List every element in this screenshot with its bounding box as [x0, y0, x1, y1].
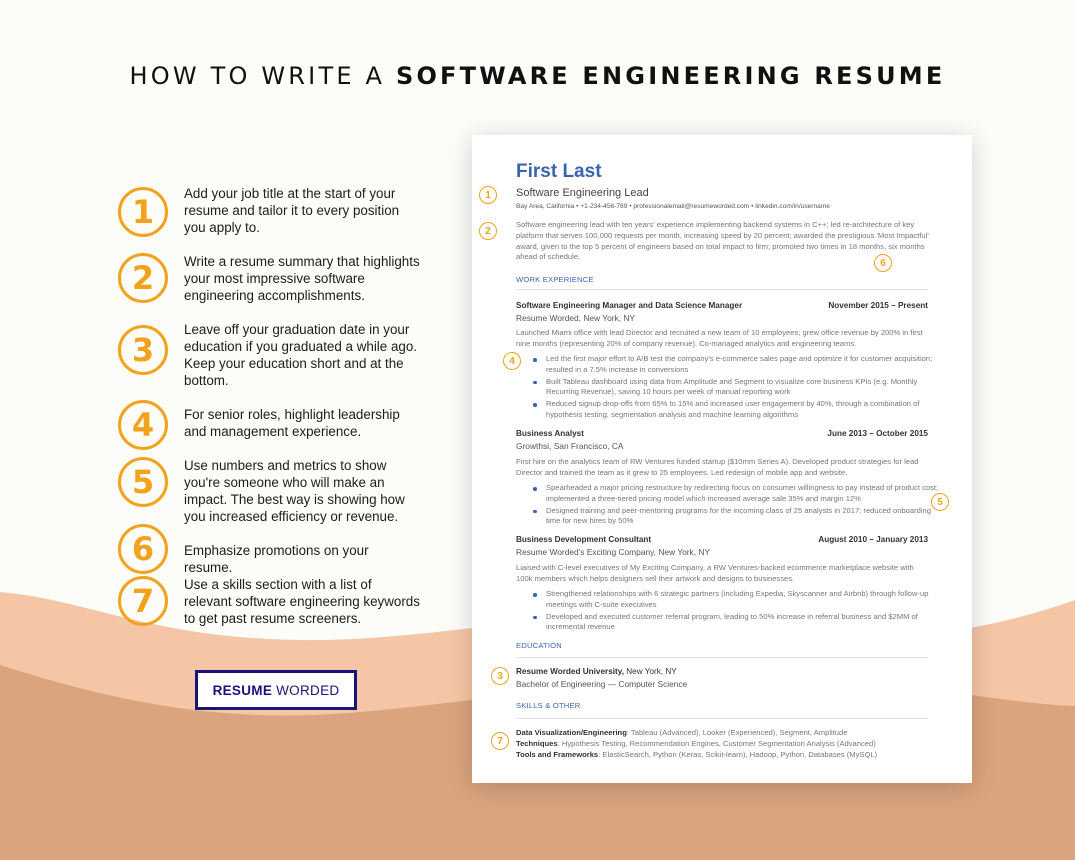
- marker-6: 6: [874, 254, 892, 272]
- tip-text: For senior roles, highlight leadership and management experience.: [184, 407, 400, 439]
- job-description: First hire on the analytics team of RW Ventures funded startup ($10mm Series A). Developed product strategies for lead Director and trained the team as it grew to 25 employees. Led redesign of mobile app and website.: [516, 457, 919, 477]
- job-title: Business Analyst: [516, 429, 584, 438]
- resume-summary: Software engineering lead with ten years' experience implementing backend systems in C++; led re-architecture of key platform that serves 100,000 requests per month, increasing speed by 20 percent; awarded the prestigious 'Most Impactful' award, given to the top 5 percent of engineers based on total impact to firm; promoted two times in 18 months, six months ahead of schedule.: [516, 220, 929, 262]
- section-divider: [516, 657, 928, 658]
- section-divider: [516, 718, 928, 719]
- tip-number-badge: 7: [118, 576, 168, 626]
- skill-value: : Tableau (Advanced), Looker (Experienced), Segment, Amplitude: [626, 728, 848, 737]
- job-bullet: Built Tableau dashboard using data from Amplitude and Segment to visualize core business KPIs (e.g. Monthly Recurring Revenue), saving 10 hours per week of manual reporting work: [546, 377, 944, 399]
- job-dates: August 2010 – January 2013: [818, 535, 928, 544]
- marker-5: 5: [931, 493, 949, 511]
- tip-number-badge: 6: [118, 524, 168, 574]
- education-school: [516, 667, 677, 676]
- tip-text: Add your job title at the start of your resume and tailor it to every position you apply to.: [184, 186, 400, 235]
- tip-number-badge: 2: [118, 253, 168, 303]
- resume-contact: Bay Area, California • +1-234-456-789 • professionalemail@resumeworded.com • linkedin.com/in/username: [516, 203, 830, 210]
- job-bullet: Spearheaded a major pricing restructure by redirecting focus on consumer willingness to pay instead of product cost; implemented a three-tiered pricing model which increased average sale 35% and margin 12%: [546, 483, 944, 505]
- marker-4: 4: [503, 352, 521, 370]
- resume-role: Software Engineering Lead: [516, 187, 649, 199]
- job-title: Software Engineering Manager and Data Science Manager: [516, 301, 743, 310]
- job-description: Liaised with C-level executives of My Exciting Company, a RW Ventures-backed ecommerce marketplace website with 100k members which helps designers sell their artwork and designs to businesses.: [516, 563, 914, 583]
- tip-text: Use a skills section with a list of relevant software engineering keywords to get past resume screeners.: [184, 577, 420, 626]
- skill-label: Tools and Frameworks: [516, 750, 599, 759]
- resume-sample: [472, 135, 972, 783]
- skill-line: [516, 727, 930, 738]
- job-company: Resume Worded's Exciting Company, New York, NY: [516, 547, 710, 557]
- job-description: Launched Miami office with lead Director and recruited a new team of 10 employees; grew office revenue by 200% in first nine months (representing 20% of company revenue). Co-managed analytics and engineering teams.: [516, 328, 923, 348]
- headline-light: HOW TO WRITE A: [129, 62, 396, 90]
- skill-line: [516, 738, 930, 749]
- job-company: Growthsi, San Francisco, CA: [516, 441, 624, 451]
- job-title: Business Development Consultant: [516, 535, 652, 544]
- work-heading: WORK EXPERIENCE: [516, 275, 594, 284]
- school-name: Resume Worded University,: [516, 667, 624, 676]
- job-company: Resume Worded, New York, NY: [516, 313, 636, 323]
- marker-2: 2: [479, 222, 497, 240]
- job-bullet: Strengthened relationships with 6 strategic partners (including Expedia, Skyscanner and Airbnb) through follow-up meetings with C-suite executives: [546, 589, 944, 611]
- marker-1: 1: [479, 186, 497, 204]
- tip-text: Write a resume summary that highlights your most impressive software engineering accomplishments.: [184, 254, 420, 303]
- job-bullets: [530, 483, 944, 528]
- marker-7: 7: [491, 732, 509, 750]
- job-bullets: [530, 589, 944, 634]
- skill-label: Techniques: [516, 739, 558, 748]
- brand-bold: RESUME: [212, 682, 273, 698]
- job-bullets: [530, 354, 944, 422]
- skill-label: Data Visualization/Engineering: [516, 728, 627, 737]
- job-dates: November 2015 – Present: [828, 301, 928, 310]
- job-bullet: Designed training and peer-mentoring programs for the incoming class of 25 analysts in 2017; reduced onboarding time for new hires by 50%: [546, 506, 944, 528]
- section-divider: [516, 289, 928, 290]
- brand-light: WORDED: [276, 682, 340, 698]
- resume-worded-logo-button[interactable]: [195, 670, 357, 710]
- marker-3: 3: [491, 667, 509, 685]
- tip-number-badge: 5: [118, 457, 168, 507]
- skills-list: [516, 727, 930, 760]
- skill-value: : ElasticSearch, Python (Keras, Scikit-learn), Hadoop, Python, Databases (MySQL): [598, 750, 878, 759]
- tip-text: Emphasize promotions on your resume.: [184, 543, 369, 575]
- education-degree: Bachelor of Engineering — Computer Science: [516, 679, 688, 689]
- skill-value: : Hypothesis Testing, Recommendation Engines, Customer Segmentation Analysis (Advanced): [557, 739, 876, 748]
- headline-bold: SOFTWARE ENGINEERING RESUME: [395, 62, 946, 90]
- job-bullet: Reduced signup drop-offs from 65% to 15% and increased user engagement by 40%, through a combination of hypothesis testing, segmentation analysis and machine learning algorithms: [546, 399, 944, 421]
- tip-number-badge: 1: [118, 187, 168, 237]
- page-headline: [0, 62, 1075, 90]
- school-location: New York, NY: [623, 667, 677, 676]
- job-dates: June 2013 – October 2015: [827, 429, 928, 438]
- job-bullet: Developed and executed customer referral program, leading to 50% increase in referral business and $2MM of incremental revenue: [546, 612, 944, 634]
- tip-text: Use numbers and metrics to show you're someone who will make an impact. The best way is showing how you increased efficiency or revenue.: [184, 458, 405, 524]
- skill-line: [516, 749, 930, 760]
- tip-number-badge: 4: [118, 400, 168, 450]
- resume-name: First Last: [516, 161, 602, 182]
- education-heading: EDUCATION: [516, 641, 562, 650]
- tip-number-badge: 3: [118, 325, 168, 375]
- skills-heading: SKILLS & OTHER: [516, 701, 581, 710]
- tip-text: Leave off your graduation date in your education if you graduated a while ago. Keep your education short and at the bottom.: [184, 322, 418, 388]
- job-bullet: Led the first major effort to A/B test the company's e-commerce sales page and optimize it for customer acquisition; resulted in a 7.5% increase in conversions: [546, 354, 944, 376]
